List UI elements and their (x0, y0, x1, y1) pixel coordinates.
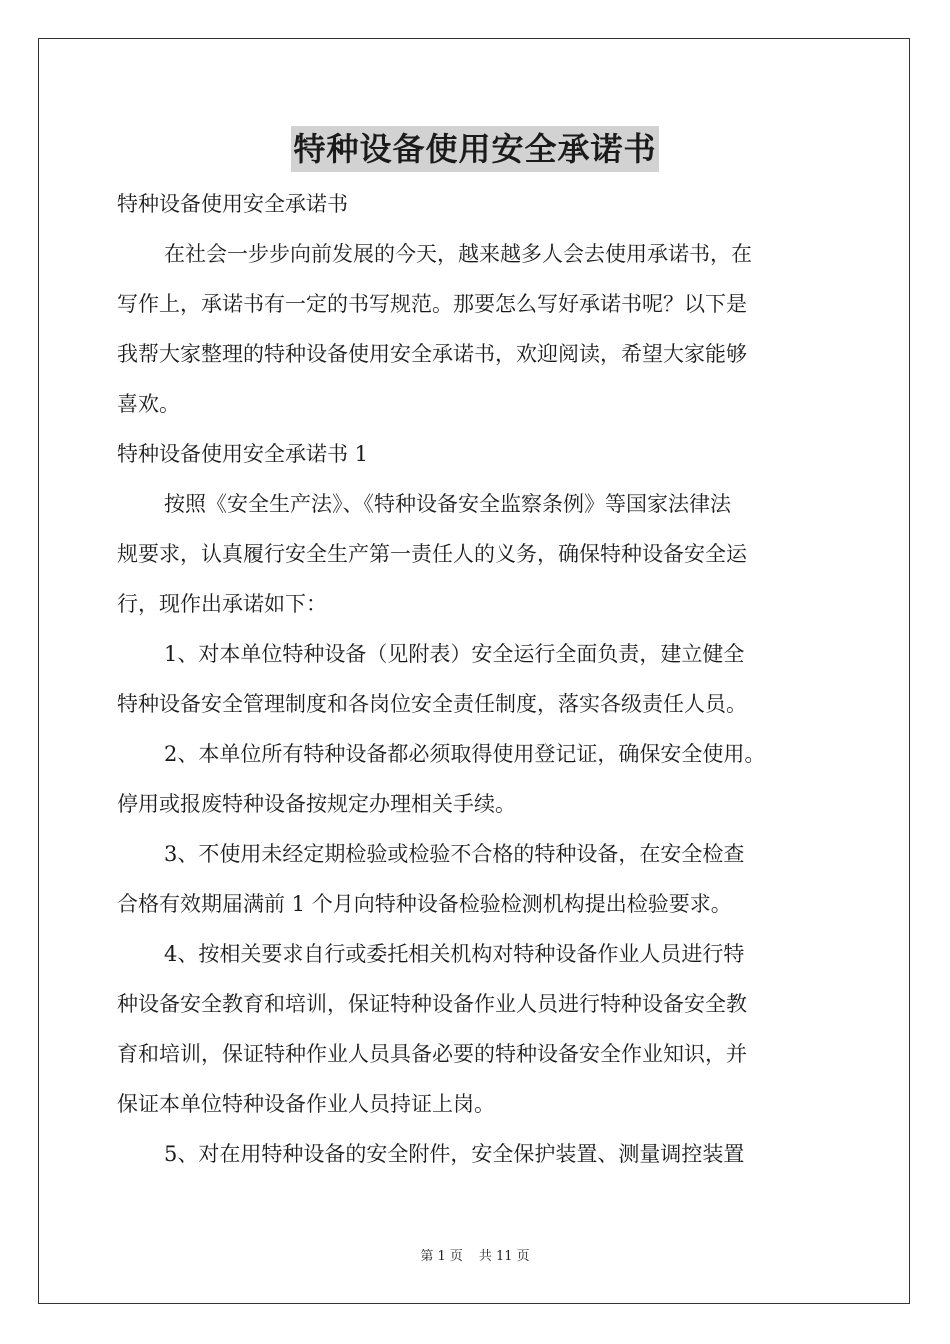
text-line: 4、按相关要求自行或委托相关机构对特种设备作业人员进行特 (164, 942, 745, 966)
text-line: 合格有效期届满前 1 个月向特种设备检验检测机构提出检验要求。 (117, 892, 732, 916)
text-line: 5、对在用特种设备的安全附件，安全保护装置、测量调控装置 (164, 1142, 745, 1166)
text-line: 写作上，承诺书有一定的书写规范。那要怎么写好承诺书呢？以下是 (117, 292, 747, 316)
text-line: 在社会一步步向前发展的今天，越来越多人会去使用承诺书，在 (164, 242, 752, 266)
text-line: 我帮大家整理的特种设备使用安全承诺书，欢迎阅读，希望大家能够 (117, 342, 747, 366)
text-line: 2、本单位所有特种设备都必须取得使用登记证，确保安全使用。 (164, 742, 766, 766)
text-line: 按照《安全生产法》、《特种设备安全监察条例》等国家法律法 (164, 492, 731, 516)
text-line: 3、不使用未经定期检验或检验不合格的特种设备，在安全检查 (164, 842, 745, 866)
page-footer (0, 1245, 950, 1264)
text-line: 1、对本单位特种设备（见附表）安全运行全面负责，建立健全 (164, 642, 745, 666)
text-line: 规要求，认真履行安全生产第一责任人的义务，确保特种设备安全运 (117, 542, 747, 566)
text-line: 停用或报废特种设备按规定办理相关手续。 (117, 792, 516, 816)
page-number-current: 第 1 页 (420, 1249, 463, 1264)
document-body (117, 179, 833, 1179)
text-line: 行，现作出承诺如下： (117, 592, 327, 616)
text-line: 种设备安全教育和培训，保证特种设备作业人员进行特种设备安全教 (117, 992, 747, 1016)
text-line: 特种设备使用安全承诺书 (117, 192, 348, 216)
page-number-total: 共 11 页 (478, 1249, 530, 1264)
text-line: 特种设备使用安全承诺书 1 (117, 442, 369, 466)
title-container (0, 126, 950, 172)
text-line: 特种设备安全管理制度和各岗位安全责任制度，落实各级责任人员。 (117, 692, 747, 716)
text-line: 喜欢。 (117, 392, 180, 416)
document-title: 特种设备使用安全承诺书 (291, 126, 658, 172)
text-line: 保证本单位特种设备作业人员持证上岗。 (117, 1092, 495, 1116)
text-line: 育和培训，保证特种作业人员具备必要的特种设备安全作业知识，并 (117, 1042, 747, 1066)
